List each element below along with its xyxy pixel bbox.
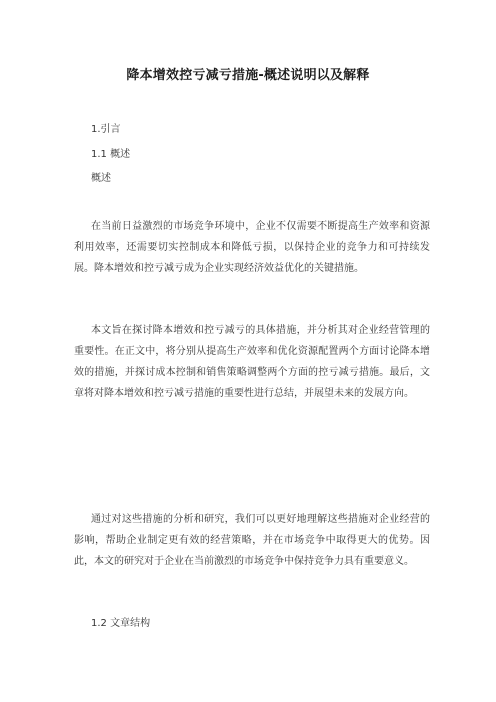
subheading-overview: 概述 xyxy=(91,173,111,184)
paragraph-3: 通过对这些措施的分析和研究，我们可以更好地理解这些措施对企业经营的影响，帮助企业制定更有效的经营策略，并在市场竞争中取得更大的优势。因此，本文的研究对于企业在当前激烈的市场竞争中保持竞争力具有重要意义。 xyxy=(74,514,430,567)
section-heading-introduction: 1.引言 xyxy=(91,124,121,135)
paragraph-1: 在当前日益激烈的市场竞争环境中，企业不仅需要不断提高生产效率和资源利用效率，还需要切实控制成本和降低亏损，以保持企业的竞争力和可持续发展。降本增效和控亏减亏成为企业实现经济效益优化的关键措施。 xyxy=(74,221,430,274)
section-heading-overview: 1.1 概述 xyxy=(91,149,131,160)
section-heading-structure: 1.2 文章结构 xyxy=(91,618,151,629)
document-title: 降本增效控亏减亏措施-概述说明以及解释 xyxy=(126,68,370,83)
paragraph-2: 本文旨在探讨降本增效和控亏减亏的具体措施，并分析其对企业经营管理的重要性。在正文中，将分别从提高生产效率和优化资源配置两个方面讨论降本增效的措施，并探讨成本控制和销售策略调整两个方面的控亏减亏措施。最后，文章将对降本增效和控亏减亏措施的重要性进行总结，并展望未来的发展方向。 xyxy=(74,325,430,399)
